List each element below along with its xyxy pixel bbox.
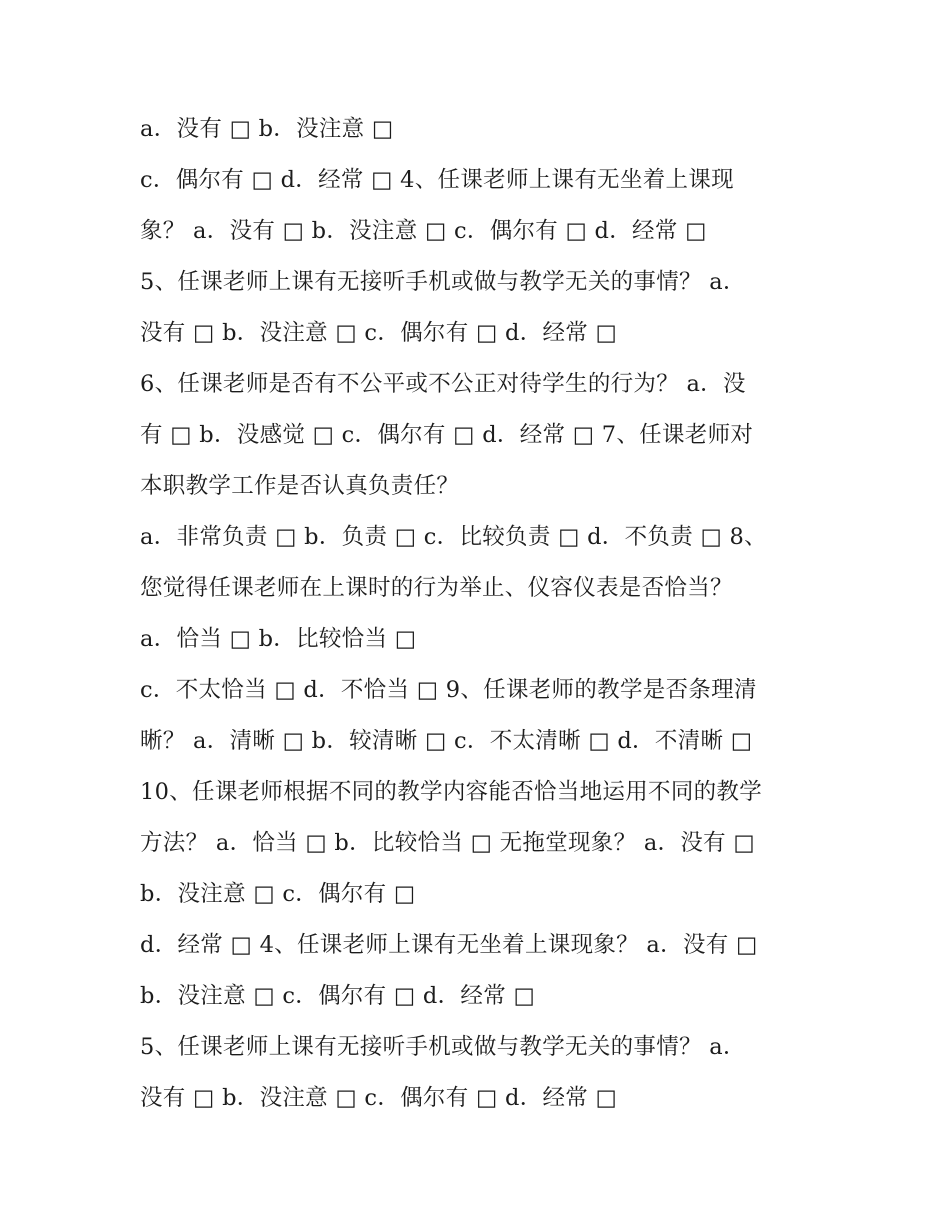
text-line: a．没有 □ b．没注意 □ (140, 116, 394, 142)
text-line: b．没注意 □ c．偶尔有 □ (140, 881, 416, 907)
text-line: 本职教学工作是否认真负责任？ (140, 473, 460, 499)
text-line: 象？ a．没有 □ b．没注意 □ c．偶尔有 □ d．经常 □ (140, 218, 707, 244)
questionnaire-text (140, 104, 840, 1124)
text-line: 没有 □ b．没注意 □ c．偶尔有 □ d．经常 □ (140, 1085, 618, 1111)
text-line: 没有 □ b．没注意 □ c．偶尔有 □ d．经常 □ (140, 320, 618, 346)
text-line: c．偶尔有 □ d．经常 □ 4、任课老师上课有无坐着上课现 (140, 167, 734, 193)
text-line: 方法？ a．恰当 □ b．比较恰当 □ 无拖堂现象？ a．没有 □ (140, 830, 755, 856)
text-line: a．恰当 □ b．比较恰当 □ (140, 626, 417, 652)
text-line: 有 □ b．没感觉 □ c．偶尔有 □ d．经常 □ 7、任课老师对 (140, 422, 754, 448)
text-line: 10、任课老师根据不同的教学内容能否恰当地运用不同的教学 (140, 779, 763, 805)
text-line: 5、任课老师上课有无接听手机或做与教学无关的事情？ a． (140, 269, 746, 295)
text-line: 6、任课老师是否有不公平或不公正对待学生的行为？ a．没 (140, 371, 746, 397)
text-line: 晰？ a．清晰 □ b．较清晰 □ c．不太清晰 □ d．不清晰 □ (140, 728, 753, 754)
text-line: 5、任课老师上课有无接听手机或做与教学无关的事情？ a． (140, 1034, 746, 1060)
text-line: a．非常负责 □ b．负责 □ c．比较负责 □ d．不负责 □ 8、 (140, 524, 767, 550)
text-line: d．经常 □ 4、任课老师上课有无坐着上课现象？ a．没有 □ (140, 932, 758, 958)
text-line: 您觉得任课老师在上课时的行为举止、仪容仪表是否恰当？ (140, 575, 733, 601)
text-line: b．没注意 □ c．偶尔有 □ d．经常 □ (140, 983, 536, 1009)
text-line: c．不太恰当 □ d．不恰当 □ 9、任课老师的教学是否条理清 (140, 677, 757, 703)
